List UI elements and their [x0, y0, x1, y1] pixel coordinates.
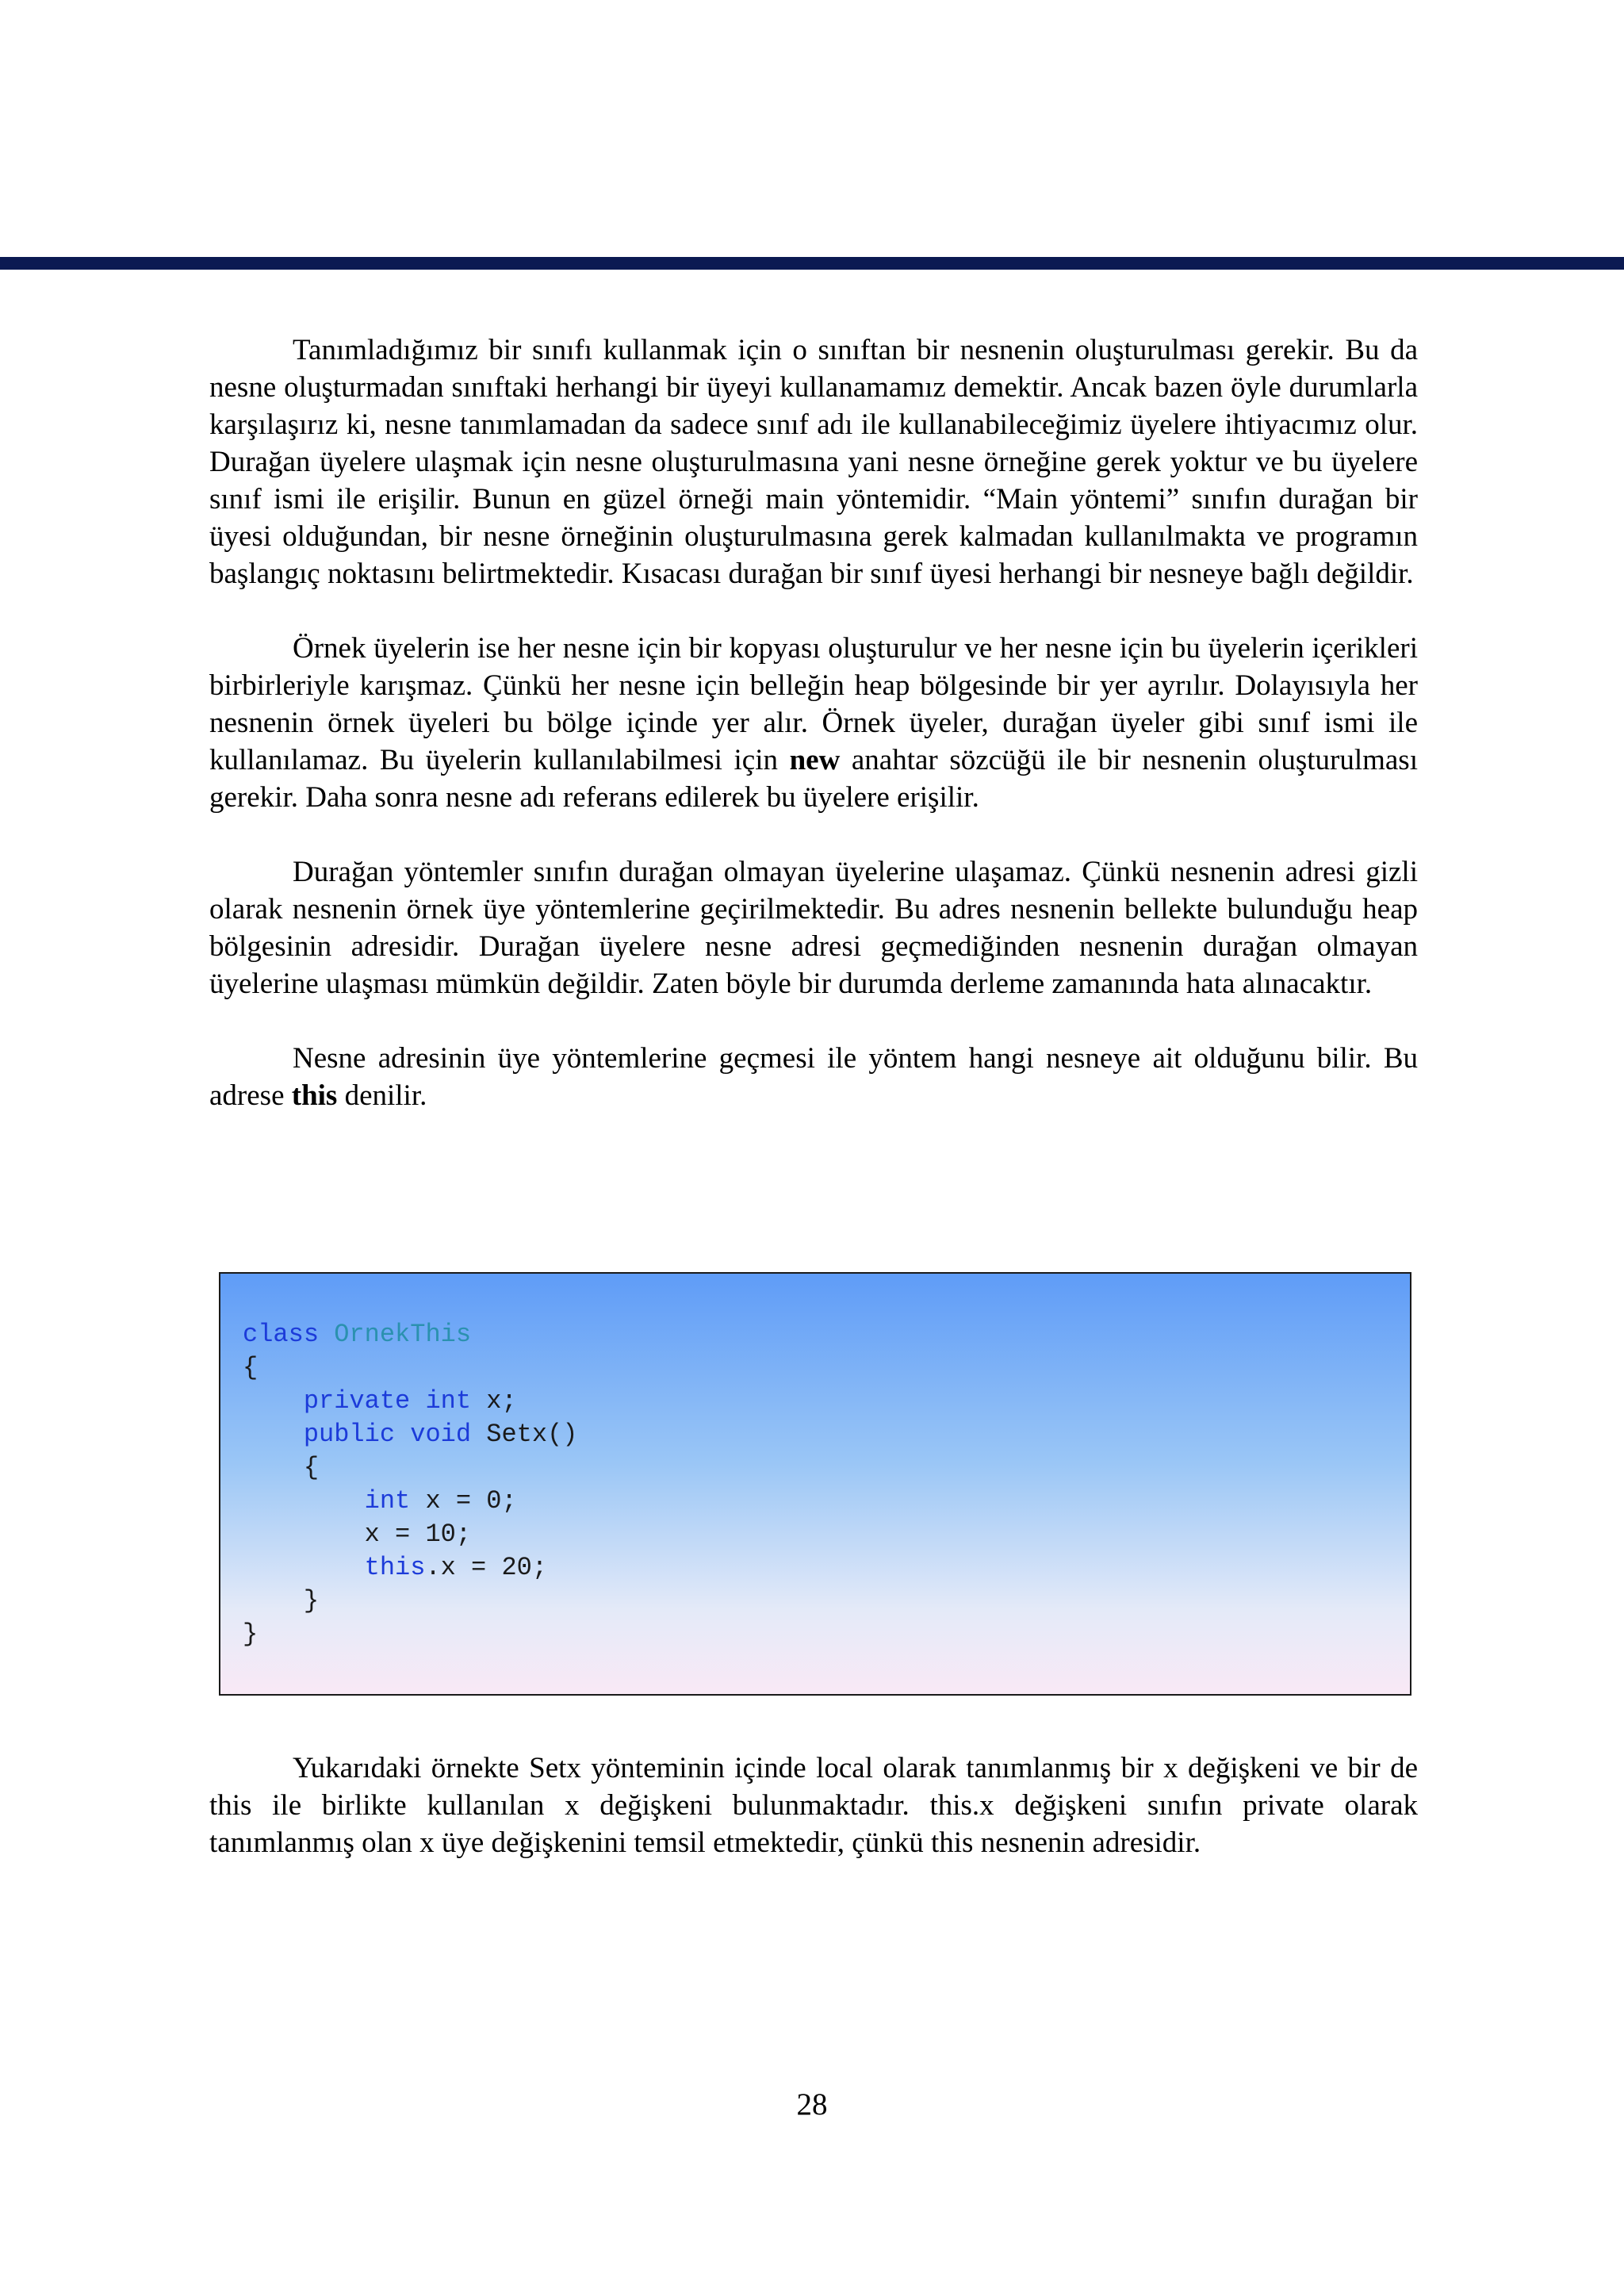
code-example-box	[219, 1272, 1411, 1696]
body-text-after-code	[209, 1750, 1418, 1861]
code-text: .x = 20;	[425, 1553, 548, 1582]
code-listing	[243, 1318, 577, 1651]
code-keyword: public	[303, 1420, 396, 1449]
paragraph-text-before: Nesne adresinin üye yöntemlerine geçmesi ile yöntem hangi nesneye ait olduğunu bilir. Bu adrese	[209, 1042, 1418, 1112]
paragraph-text: Tanımladığımız bir sınıfı kullanmak için o sınıftan bir nesnenin oluşturulması gerekir. Bu da nesne oluşturmadan sınıftaki herhangi bir üyeyi kullanamamız demektir. Ancak bazen öyle durumlarla karşılaşırız ki, nesne tanımlamadan da sadece sınıf adı ile kullanabileceğimiz üyelere ihtiyacımız olur. Durağan üyelere ulaşmak için nesne oluşturulmasına yani nesne örneğine gerek yoktur ve bu üyelere sınıf ismi ile erişilir. Bunun en güzel örneği main yöntemidir. “Main yöntemi” sınıfın durağan bir üyesi olduğundan, bir nesne örneğinin oluşturulmasına gerek kalmadan kullanılmakta ve programın başlangıç noktasını belirtmektedir. Kısacası durağan bir sınıf üyesi herhangi bir nesneye bağlı değildir.	[209, 334, 1418, 590]
paragraph-text-before: Örnek üyelerin ise her nesne için bir kopyası oluşturulur ve her nesne için bu üyelerin içerikleri birbirleriyle karışmaz. Çünkü her nesne için belleğin heap bölgesinde bir yer ayrılır. Dolayısıyla her nesnenin örnek üyeleri bu bölge içinde yer alır. Örnek üyeler, durağan üyeler gibi sınıf ismi ile kullanılamaz. Bu üyelerin kullanılabilmesi için	[209, 632, 1418, 776]
code-keyword: int	[364, 1486, 411, 1516]
code-keyword: this	[364, 1553, 426, 1582]
code-brace: }	[303, 1586, 320, 1616]
code-text: x;	[471, 1386, 517, 1416]
code-text: x = 0;	[410, 1486, 517, 1516]
paragraph-text: Durağan yöntemler sınıfın durağan olmayan üyelerine ulaşamaz. Çünkü nesnenin adresi gizli olarak nesnenin örnek üye yöntemlerine geçirilmektedir. Bu adres nesnenin bellekte bulunduğu heap bölgesinin adresidir. Durağan üyelere nesne adresi geçmediğinden nesnenin durağan olmayan üyelerine ulaşması mümkün değildir. Zaten böyle bir durumda derleme zamanında hata alınacaktır.	[209, 856, 1418, 1000]
paragraph-static-members	[209, 332, 1418, 592]
paragraph-static-methods	[209, 853, 1418, 1002]
code-text: Setx()	[471, 1420, 578, 1449]
code-keyword: int	[425, 1386, 472, 1416]
code-keyword: void	[410, 1420, 472, 1449]
code-brace: {	[303, 1453, 320, 1482]
code-brace: {	[243, 1353, 259, 1382]
code-class-name: OrnekThis	[334, 1320, 472, 1349]
keyword-this: this	[291, 1079, 338, 1112]
code-text: x = 10;	[364, 1520, 472, 1549]
paragraph-text-after: anahtar sözcüğü ile bir nesnenin oluşturulması gerekir. Daha sonra nesne adı referans edilerek bu üyelere erişilir.	[209, 744, 1418, 814]
paragraph-text: Yukarıdaki örnekte Setx yönteminin içinde local olarak tanımlanmış bir x değişkeni ve bir de this ile birlikte kullanılan x değişkeni bulunmaktadır. this.x değişkeni sınıfın private olarak tanımlanmış olan x üye değişkenini temsil etmektedir, çünkü this nesnenin adresidir.	[209, 1752, 1418, 1859]
body-text	[209, 332, 1418, 1114]
keyword-new: new	[789, 744, 841, 776]
paragraph-explanation	[209, 1750, 1418, 1861]
paragraph-instance-members	[209, 630, 1418, 816]
code-keyword: class	[243, 1320, 320, 1349]
code-brace: }	[243, 1619, 259, 1649]
page-number: 28	[796, 2087, 828, 2121]
header-rule	[0, 257, 1624, 270]
paragraph-this-intro	[209, 1040, 1418, 1114]
code-keyword: private	[303, 1386, 411, 1416]
paragraph-text-after: denilir.	[337, 1079, 427, 1112]
